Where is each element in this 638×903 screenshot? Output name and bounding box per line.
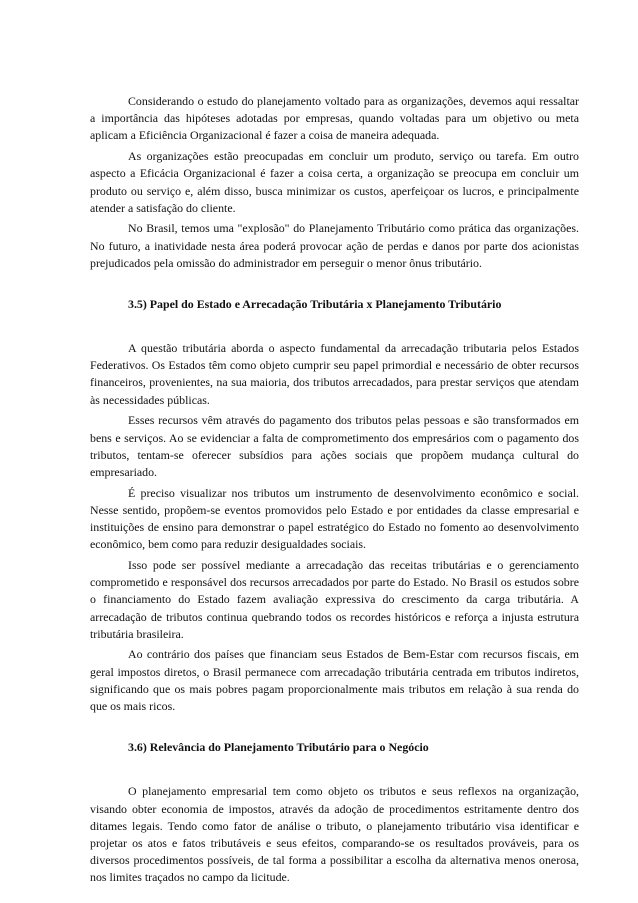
section-heading-3-5: 3.5) Papel do Estado e Arrecadação Tributária x Planejamento Tributário: [128, 297, 502, 312]
paragraph-3-5-1: A questão tributária aborda o aspecto fundamental da arrecadação tributaria pelos Estados Federativos. Os Estados têm como objeto cumprir seu papel primordial e necessário de obter recursos financeiros, provenientes, na sua maioria, dos tributos arrecadados, para prestar serviços que atendam às necessidades públicas.: [90, 341, 579, 407]
paragraph-3-5-2: Esses recursos vêm através do pagamento dos tributos pelas pessoas e são transformados em bens e serviços. Ao se evidenciar a falta de comprometimento dos empresários com o pagamento dos tributos, tentam-se oferecer subsídios para ações sociais que propõem mudança cultural do empresariado.: [90, 413, 579, 479]
paragraph-3-5-3: É preciso visualizar nos tributos um instrumento de desenvolvimento econômico e social. Nesse sentido, propõem-se eventos promovidos pelo Estado e por entidades da classe empresarial e instituições de ensino para demonstrar o papel estratégico do Estado no fomento ao desenvolvimento econômico, bem como para reduzir desigualdades sociais.: [90, 485, 579, 552]
paragraph-intro-2: As organizações estão preocupadas em concluir um produto, serviço ou tarefa. Em outro aspecto a Eficácia Organizacional é fazer a coisa certa, a organização se preocupa em concluir um produto ou serviço e, além disso, busca minimizar os custos, aperfeiçoar os lucros, e principalmente atender a satisfação do cliente.: [90, 149, 579, 215]
paragraph-intro-1: Considerando o estudo do planejamento voltado para as organizações, devemos aqui ressaltar a importância das hipóteses adotadas por empresas, quando voltadas para um objetivo ou meta aplicam a Eficiência Organizacional é fazer a coisa de maneira adequada.: [90, 94, 579, 143]
section-heading-3-6: 3.6) Relevância do Planejamento Tributário para o Negócio: [128, 740, 429, 755]
paragraph-intro-3: No Brasil, temos uma "explosão" do Planejamento Tributário como prática das organizações. No futuro, a inatividade nesta área poderá provocar ação de perdas e danos por parte dos acionistas prejudicados pela omissão do administrador em perseguir o menor ônus tributário.: [90, 221, 579, 270]
paragraph-3-5-4: Isso pode ser possível mediante a arrecadação das receitas tributárias e o gerenciamento comprometido e responsável dos recursos arrecadados por parte do Estado. No Brasil os estudos sobre o financiamento do Estado fazem avaliação expressiva do crescimento da carga tributária. A arrecadação de tributos continua quebrando todos os recordes históricos e reforça a injusta estrutura tributária brasileira.: [90, 557, 579, 641]
paragraph-3-5-5: Ao contrário dos países que financiam seus Estados de Bem-Estar com recursos fiscais, em geral impostos diretos, o Brasil permanece com arrecadação tributária centrada em tributos indiretos, significando que os mais pobres pagam proporcionalmente mais tributos em relação à sua renda do que os mais ricos.: [90, 647, 579, 714]
paragraph-3-6-1: O planejamento empresarial tem como objeto os tributos e seus reflexos na organização, visando obter economia de impostos, através da adoção de procedimentos estritamente dentro dos ditames legais. Tendo como fator de análise o tributo, o planejamento tributário visa identificar e projetar os atos e fatos tributáveis e seus efeitos, comparando-se os resultados prováveis, para os diversos procedimentos possíveis, de tal forma a possibilitar a escolha da alternativa menos onerosa, nos limites traçados no campo da licitude.: [90, 784, 579, 885]
